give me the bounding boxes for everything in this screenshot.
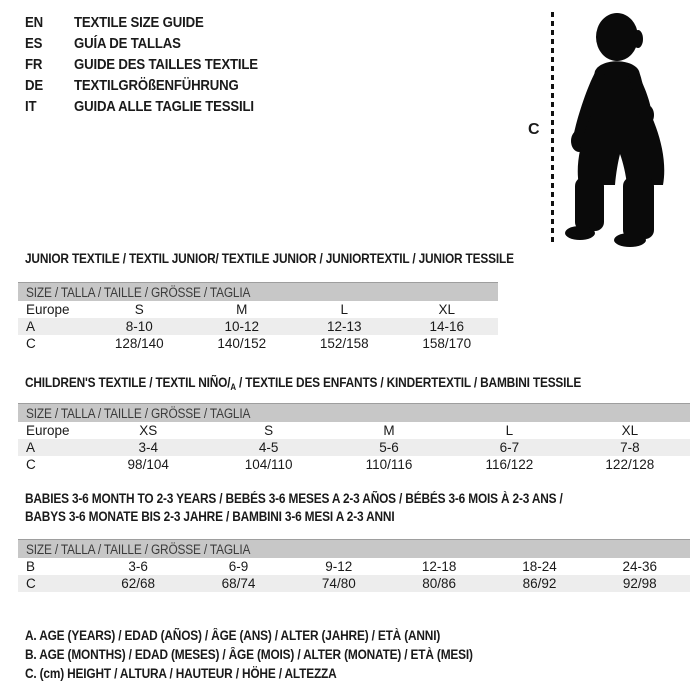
cell: 24-36 — [622, 559, 658, 574]
cell: 68/74 — [221, 576, 256, 591]
table-row-europe — [18, 301, 498, 318]
junior-size-table — [18, 282, 498, 352]
toddler-silhouette-icon — [561, 5, 685, 249]
cell: 8-10 — [125, 319, 153, 334]
language-title: GUIDA ALLE TAGLIE TESSILI — [74, 98, 254, 115]
babies-section-title — [25, 490, 636, 526]
cell: L — [505, 423, 514, 438]
footnote-legend — [25, 626, 534, 683]
footnote-c — [25, 664, 534, 683]
size-table-header-text: SIZE / TALLA / TAILLE / GRÖSSE / TAGLIA — [26, 542, 251, 557]
cell: 5-6 — [379, 440, 399, 455]
cell: 140/152 — [217, 336, 267, 351]
babies-title-line1: BABIES 3-6 MONTH TO 2-3 YEARS / BEBÉS 3-6 MESES A 2-3 AÑOS / BÉBÉS 3-6 MOIS À 2-3 ANS / — [25, 491, 563, 506]
row-label: B — [26, 559, 36, 574]
size-table-header-text: SIZE / TALLA / TAILLE / GRÖSSE / TAGLIA — [26, 406, 251, 421]
size-table-header — [18, 539, 690, 558]
language-title: TEXTILE SIZE GUIDE — [74, 14, 204, 31]
cell: 3-4 — [138, 440, 158, 455]
cell: 152/158 — [319, 336, 369, 351]
cell: 74/80 — [321, 576, 356, 591]
language-row-it — [25, 96, 283, 117]
cell: 9-12 — [325, 559, 353, 574]
table-row-age — [18, 318, 498, 335]
babies-size-table — [18, 539, 690, 592]
language-title: TEXTILGRÖßENFÜHRUNG — [74, 77, 239, 94]
language-title: GUIDE DES TAILLES TEXTILE — [74, 56, 258, 73]
language-code: ES — [25, 35, 43, 52]
cell: 6-7 — [499, 440, 520, 455]
language-code: FR — [25, 56, 43, 73]
language-code: EN — [25, 14, 43, 31]
height-measure-dashed-line — [551, 12, 554, 243]
cell: 12-18 — [421, 559, 457, 574]
footnote-c-text: C. (cm) HEIGHT / ALTURA / HAUTEUR / HÖHE / ALTEZZA — [25, 666, 337, 681]
row-label: A — [26, 440, 36, 455]
row-label: C — [26, 336, 36, 351]
junior-section-title-text: JUNIOR TEXTILE / TEXTIL JUNIOR/ TEXTILE JUNIOR / JUNIORTEXTIL / JUNIOR TESSILE — [25, 251, 514, 266]
babies-title-line2: BABYS 3-6 MONATE BIS 2-3 JAHRE / BAMBINI 3-6 MESI A 2-3 ANNI — [25, 509, 395, 524]
cell: 62/68 — [121, 576, 156, 591]
cell: S — [264, 423, 274, 438]
cell: XS — [139, 423, 158, 438]
cell: 80/86 — [422, 576, 457, 591]
size-table-header-text: SIZE / TALLA / TAILLE / GRÖSSE / TAGLIA — [26, 285, 251, 300]
table-row-height — [18, 575, 690, 592]
cell: 12-13 — [326, 319, 362, 334]
language-title-list — [25, 12, 283, 117]
height-label-c: C — [528, 121, 540, 138]
row-label: C — [26, 457, 36, 472]
cell: 3-6 — [128, 559, 148, 574]
row-label: A — [26, 319, 36, 334]
table-row-height — [18, 456, 690, 473]
cell: 116/122 — [485, 457, 534, 472]
language-row-fr — [25, 54, 283, 75]
children-size-table — [18, 403, 690, 473]
junior-section-title — [25, 251, 580, 266]
row-label: C — [26, 576, 36, 591]
table-row-height — [18, 335, 498, 352]
language-row-es — [25, 33, 283, 54]
cell: 158/170 — [422, 336, 472, 351]
cell: 128/140 — [114, 336, 164, 351]
cell: 122/128 — [605, 457, 655, 472]
cell: 110/116 — [365, 457, 413, 472]
cell: 92/98 — [622, 576, 657, 591]
cell: 98/104 — [127, 457, 169, 472]
row-label: Europe — [26, 423, 70, 438]
cell: M — [236, 302, 248, 317]
footnote-a-text: A. AGE (YEARS) / EDAD (AÑOS) / ÂGE (ANS) / ALTER (JAHRE) / ETÀ (ANNI) — [25, 628, 441, 643]
language-code: DE — [25, 77, 43, 94]
cell: S — [134, 302, 144, 317]
footnote-b — [25, 645, 534, 664]
children-title-sub: A — [230, 382, 236, 392]
size-table-header — [18, 403, 690, 422]
cell: 18-24 — [522, 559, 557, 574]
footnote-a — [25, 626, 534, 645]
table-row-age-months — [18, 558, 690, 575]
footnote-b-text: B. AGE (MONTHS) / EDAD (MESES) / ÂGE (MOIS) / ALTER (MONATE) / ETÀ (MESI) — [25, 647, 473, 662]
language-row-de — [25, 75, 283, 96]
cell: 7-8 — [620, 440, 640, 455]
cell: 104/110 — [244, 457, 293, 472]
cell: 86/92 — [522, 576, 557, 591]
children-section-title — [25, 375, 657, 392]
cell: 14-16 — [429, 319, 465, 334]
language-row-en — [25, 12, 283, 33]
cell: 10-12 — [224, 319, 260, 334]
table-row-europe — [18, 422, 690, 439]
cell: 6-9 — [228, 559, 249, 574]
cell: XL — [621, 423, 639, 438]
cell: XL — [438, 302, 455, 317]
size-table-header — [18, 282, 498, 301]
cell: M — [383, 423, 395, 438]
table-row-age — [18, 439, 690, 456]
cell: L — [340, 302, 348, 317]
cell: 4-5 — [258, 440, 279, 455]
row-label: Europe — [26, 302, 70, 317]
children-section-title-text — [25, 375, 581, 392]
children-title-post: / TEXTILE DES ENFANTS / KINDERTEXTIL / BAMBINI TESSILE — [235, 375, 582, 390]
children-title-pre: CHILDREN'S TEXTILE / TEXTIL NIÑO/ — [25, 375, 231, 390]
language-title: GUÍA DE TALLAS — [74, 35, 181, 52]
language-code: IT — [25, 98, 37, 115]
